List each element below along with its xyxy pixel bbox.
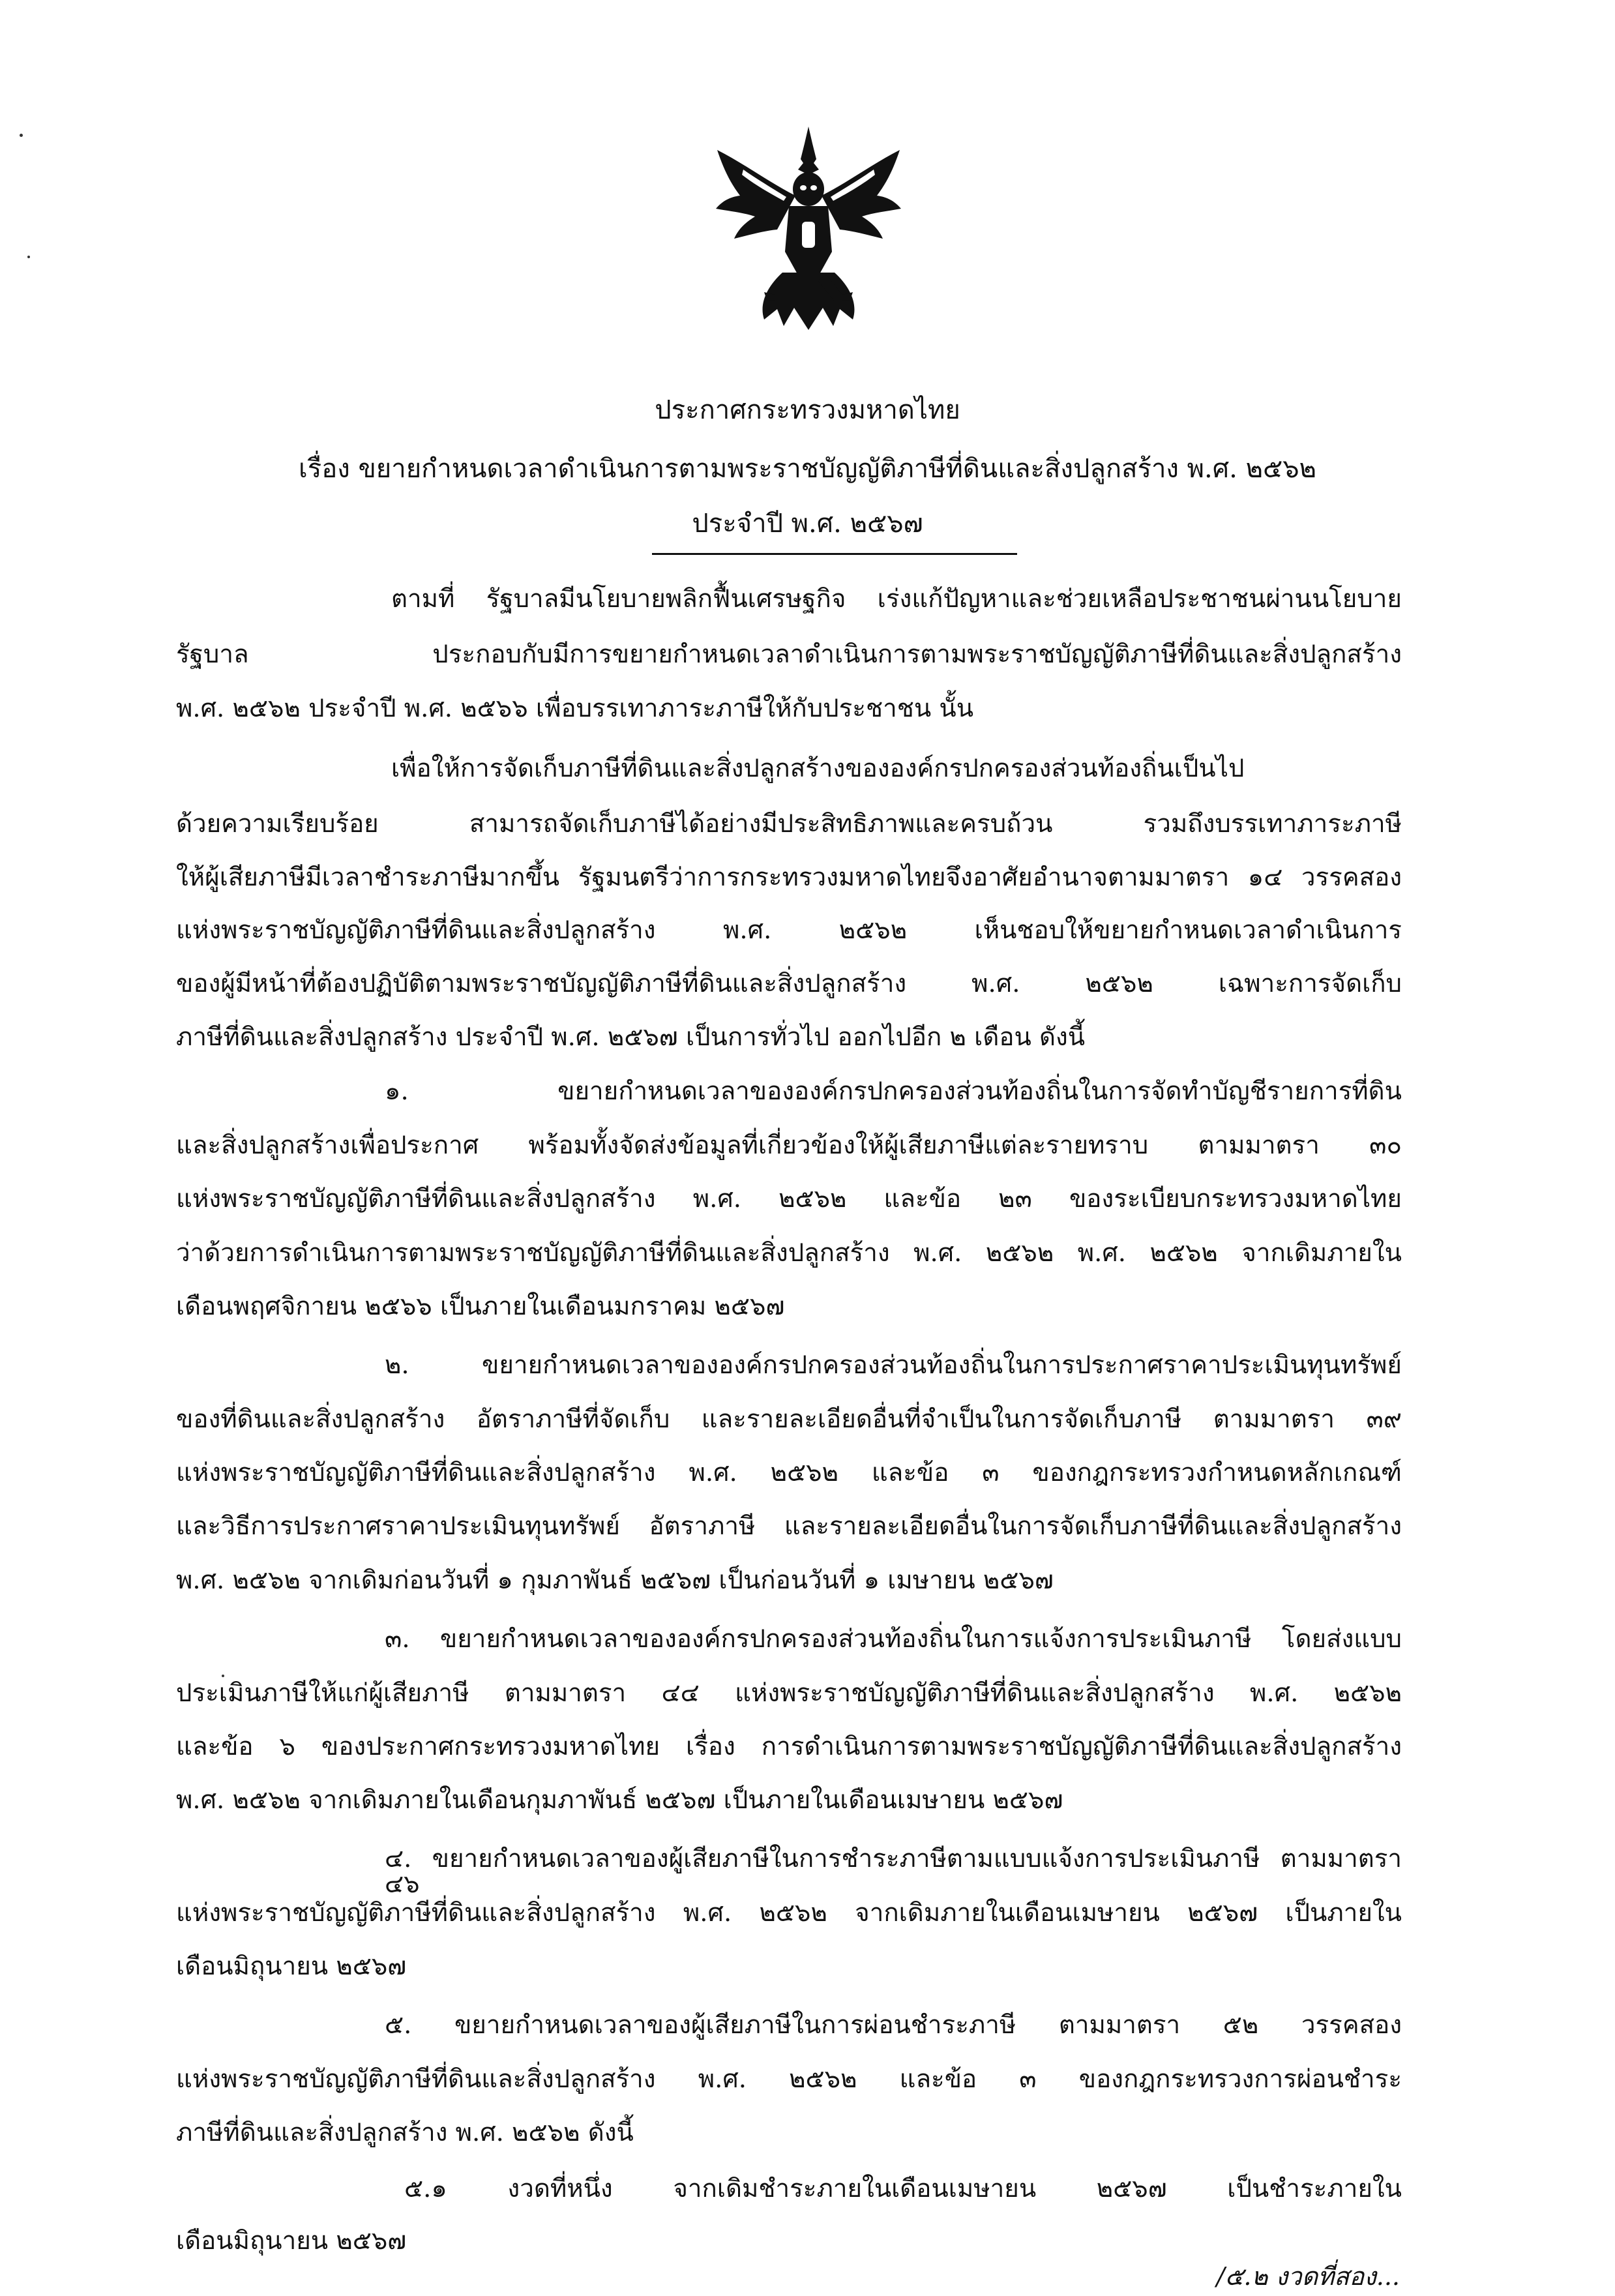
item-2-line: ของที่ดินและสิ่งปลูกสร้าง อัตราภาษีที่จัดเก็บ และรายละเอียดอื่นที่จำเป็นในการจัดเก็บภาษี ตามมาตรา ๓๙ (176, 1405, 1402, 1434)
item-4-line: ๔. ขยายกำหนดเวลาของผู้เสียภาษีในการชำระภาษีตามแบบแจ้งการประเมินภาษี ตามมาตรา ๔๖ (385, 1844, 1402, 1899)
continuation-note: /๕.๒ งวดที่สอง... (1216, 2262, 1400, 2291)
paragraph-line: พ.ศ. ๒๕๖๒ ประจำปี พ.ศ. ๒๕๖๖ เพื่อบรรเทาภาระภาษีให้กับประชาชน นั้น (176, 694, 974, 723)
item-1-line: แห่งพระราชบัญญัติภาษีที่ดินและสิ่งปลูกสร้าง พ.ศ. ๒๕๖๒ และข้อ ๒๓ ของระเบียบกระทรวงมหาดไทย (176, 1184, 1402, 1214)
paragraph-line: แห่งพระราชบัญญัติภาษีที่ดินและสิ่งปลูกสร้าง พ.ศ. ๒๕๖๒ เห็นชอบให้ขยายกำหนดเวลาดำเนินการ (176, 916, 1402, 945)
item-5-line: ภาษีที่ดินและสิ่งปลูกสร้าง พ.ศ. ๒๕๖๒ ดังนี้ (176, 2118, 634, 2147)
item-1-line: เดือนพฤศจิกายน ๒๕๖๖ เป็นภายในเดือนมกราคม ๒๕๖๗ (176, 1292, 785, 1321)
paragraph-line: ของผู้มีหน้าที่ต้องปฏิบัติตามพระราชบัญญัติภาษีที่ดินและสิ่งปลูกสร้าง พ.ศ. ๒๕๖๒ เฉพาะการจัดเก็บ (176, 969, 1402, 998)
header-divider (652, 553, 1017, 555)
item-1-line: และสิ่งปลูกสร้างเพื่อประกาศ พร้อมทั้งจัดส่งข้อมูลที่เกี่ยวข้องให้ผู้เสียภาษีแต่ละรายทราบ ตามมาตรา ๓๐ (176, 1131, 1402, 1160)
scan-speck (20, 134, 23, 137)
scan-speck (222, 1675, 224, 1677)
announcement-subject: เรื่อง ขยายกำหนดเวลาดำเนินการตามพระราชบัญญัติภาษีที่ดินและสิ่งปลูกสร้าง พ.ศ. ๒๕๖๒ (299, 454, 1316, 484)
paragraph-line: ด้วยความเรียบร้อย สามารถจัดเก็บภาษีได้อย่างมีประสิทธิภาพและครบถ้วน รวมถึงบรรเทาภาระภาษี (176, 809, 1402, 839)
item-5-1-line: เดือนมิถุนายน ๒๕๖๗ (176, 2226, 407, 2256)
item-2-line: ๒. ขยายกำหนดเวลาขององค์กรปกครองส่วนท้องถิ่นในการประกาศราคาประเมินทุนทรัพย์ (385, 1350, 1402, 1380)
item-3-line: และข้อ ๖ ของประกาศกระทรวงมหาดไทย เรื่อง การดำเนินการตามพระราชบัญญัติภาษีที่ดินและสิ่งปลูกสร้าง (176, 1732, 1402, 1761)
item-5-line: แห่งพระราชบัญญัติภาษีที่ดินและสิ่งปลูกสร้าง พ.ศ. ๒๕๖๒ และข้อ ๓ ของกฎกระทรวงการผ่อนชำระ (176, 2065, 1402, 2094)
item-4-line: แห่งพระราชบัญญัติภาษีที่ดินและสิ่งปลูกสร้าง พ.ศ. ๒๕๖๒ จากเดิมภายในเดือนเมษายน ๒๕๖๗ เป็นภายใน (176, 1898, 1402, 1928)
item-5-1-line: ๕.๑ งวดที่หนึ่ง จากเดิมชำระภายในเดือนเมษายน ๒๕๖๗ เป็นชำระภายใน (404, 2174, 1402, 2203)
paragraph-line: รัฐบาล ประกอบกับมีการขยายกำหนดเวลาดำเนินการตามพระราชบัญญัติภาษีที่ดินและสิ่งปลูกสร้าง (176, 640, 1402, 669)
item-2-line: แห่งพระราชบัญญัติภาษีที่ดินและสิ่งปลูกสร้าง พ.ศ. ๒๕๖๒ และข้อ ๓ ของกฎกระทรวงกำหนดหลักเกณฑ์ (176, 1458, 1402, 1487)
paragraph-line: ตามที่ รัฐบาลมีนโยบายพลิกฟื้นเศรษฐกิจ เร่งแก้ปัญหาและช่วยเหลือประชาชนผ่านนโยบาย (391, 584, 1402, 614)
garuda-emblem (704, 124, 913, 339)
item-2-line: พ.ศ. ๒๕๖๒ จากเดิมก่อนวันที่ ๑ กุมภาพันธ์ ๒๕๖๗ เป็นก่อนวันที่ ๑ เมษายน ๒๕๖๗ (176, 1566, 1054, 1595)
item-4-line: เดือนมิถุนายน ๒๕๖๗ (176, 1952, 407, 1981)
item-3-line: พ.ศ. ๒๕๖๒ จากเดิมภายในเดือนกุมภาพันธ์ ๒๕๖๗ เป็นภายในเดือนเมษายน ๒๕๖๗ (176, 1785, 1063, 1815)
item-2-line: และวิธีการประกาศราคาประเมินทุนทรัพย์ อัตราภาษี และรายละเอียดอื่นในการจัดเก็บภาษีที่ดินและสิ่งปลูกสร้าง (176, 1512, 1402, 1541)
paragraph-line: ให้ผู้เสียภาษีมีเวลาชำระภาษีมากขึ้น รัฐมนตรีว่าการกระทรวงมหาดไทยจึงอาศัยอำนาจตามมาตรา ๑๔ วรรคสอง (176, 863, 1402, 892)
item-3-line: ประเมินภาษีให้แก่ผู้เสียภาษี ตามมาตรา ๔๔ แห่งพระราชบัญญัติภาษีที่ดินและสิ่งปลูกสร้าง พ.ศ. ๒๕๖๒ (176, 1678, 1402, 1708)
scan-speck (27, 256, 30, 258)
announcement-year: ประจำปี พ.ศ. ๒๕๖๗ (692, 509, 923, 539)
paragraph-line: เพื่อให้การจัดเก็บภาษีที่ดินและสิ่งปลูกสร้างขององค์กรปกครองส่วนท้องถิ่นเป็นไป (391, 754, 1245, 783)
item-5-line: ๕. ขยายกำหนดเวลาของผู้เสียภาษีในการผ่อนชำระภาษี ตามมาตรา ๕๒ วรรคสอง (385, 2010, 1402, 2040)
item-1-line: ๑. ขยายกำหนดเวลาขององค์กรปกครองส่วนท้องถิ่นในการจัดทำบัญชีรายการที่ดิน (385, 1077, 1402, 1106)
paragraph-line: ภาษีที่ดินและสิ่งปลูกสร้าง ประจำปี พ.ศ. ๒๕๖๗ เป็นการทั่วไป ออกไปอีก ๒ เดือน ดังนี้ (176, 1022, 1086, 1052)
item-3-line: ๓. ขยายกำหนดเวลาขององค์กรปกครองส่วนท้องถิ่นในการแจ้งการประเมินภาษี โดยส่งแบบ (385, 1624, 1402, 1654)
announcement-title: ประกาศกระทรวงมหาดไทย (655, 395, 960, 425)
item-1-line: ว่าด้วยการดำเนินการตามพระราชบัญญัติภาษีที่ดินและสิ่งปลูกสร้าง พ.ศ. ๒๕๖๒ พ.ศ. ๒๕๖๒ จากเดิมภายใน (176, 1238, 1402, 1268)
